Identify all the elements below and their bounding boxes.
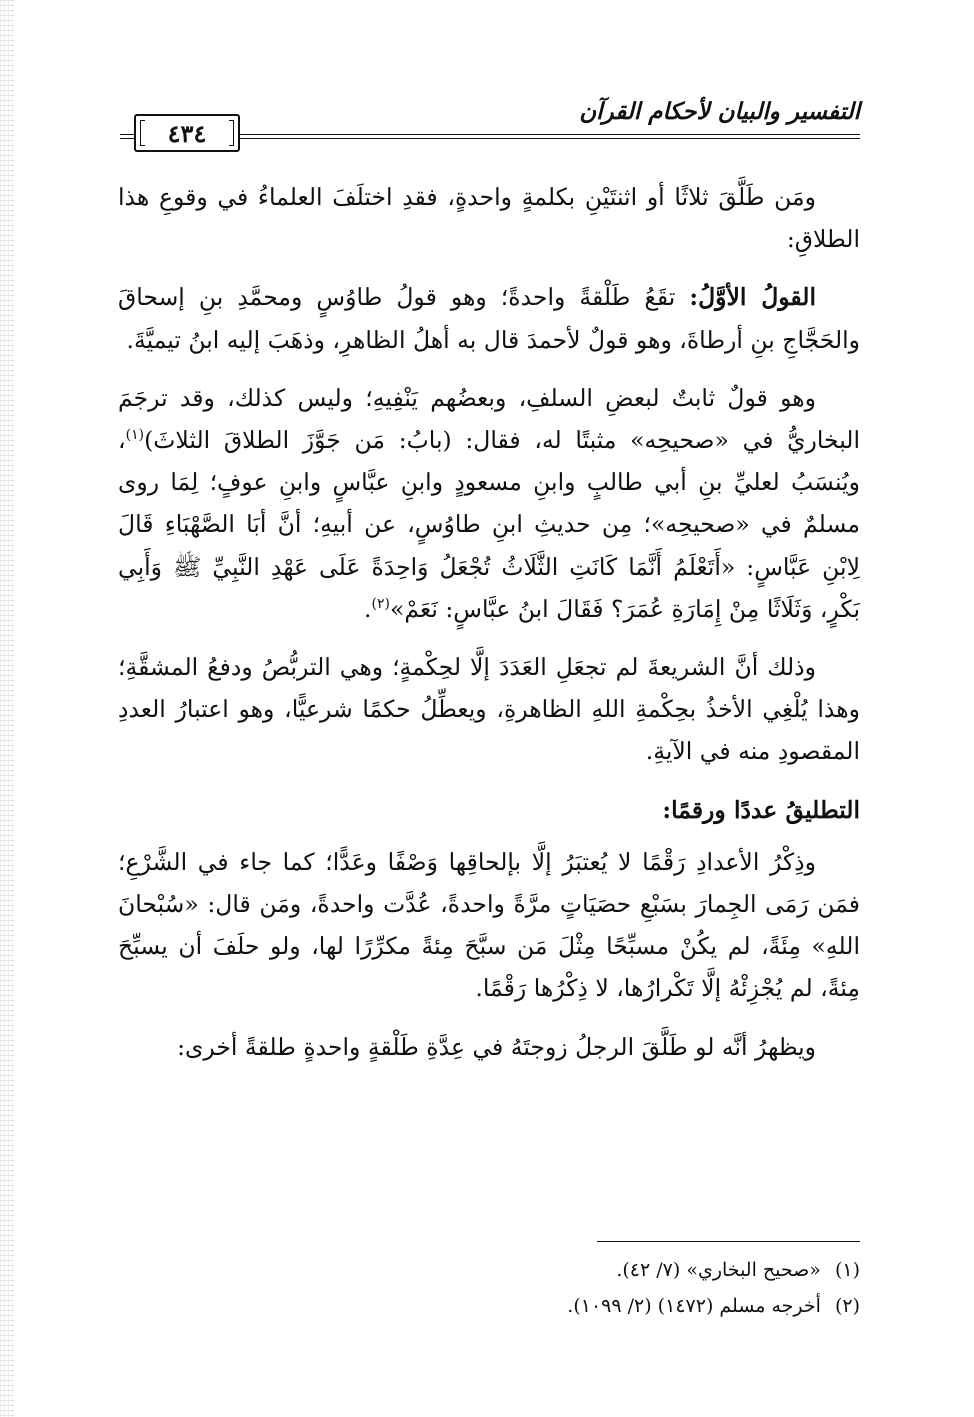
- footnote-1: [118, 1252, 860, 1288]
- paragraph-3-part-a: وهو قولٌ ثابتٌ لبعضِ السلفِ، وبعضُهم يَنْفِيهِ؛ وليس كذلك، وقد ترجَمَ البخاريُّ في «صحيحِه» مثبتًا له، فقال: (بابُ: مَن جَوَّزَ الطلاقَ الثلاثَ): [118, 383, 860, 455]
- paragraph-5: وذِكْرُ الأعدادِ رَقْمًا لا يُعتبَرُ إلَّا بإلحاقِها وَصْفًا وعَدًّا؛ كما جاء في الشَّرْعِ؛ فمَن رَمَى الجِمارَ بسَبْعِ حصَيَاتٍ مرَّةً واحدةً، عُدَّت واحدةً، ومَن قال: «سُبْحانَ اللهِ» مِئَةً، لم يكُنْ مسبِّحًا مِثْلَ مَن سبَّحَ مِئةً مكرِّرًا لها، ولو حلَفَ أن يسبِّحَ مِئةً، لم يُجْزِئْهُ إلَّا تَكْرارُها، لا ذِكْرُها رَقْمًا.: [118, 847, 860, 1003]
- paragraph-3-part-b: ، ويُنسَبُ لعليِّ بنِ أبي طالبٍ وابنِ مسعودٍ وابنِ عبَّاسٍ وابنِ عوفٍ؛ لِمَا روى مسلمٌ في «صحيحِه»؛ مِن حديثِ ابنِ طاوُسٍ، عن أبيهِ؛ أنَّ أبَا الصَّهْبَاءِ قَالَ لِابْنِ عَبَّاسٍ: «أَتَعْلَمُ أَنَّمَا كَانَتِ الثَّلَاثُ تُجْعَلُ وَاحِدَةً عَلَى عَهْدِ النَّبِيِّ ﷺ وَأَبِي بَكْرٍ، وَثَلَاثًا مِنْ إِمَارَةِ عُمَرَ؟ فَقَالَ ابنُ عبَّاسٍ: نَعَمْ»: [118, 426, 860, 623]
- footnote-2-text: أخرجه مسلم (١٤٧٢) (٢/ ١٠٩٩).: [567, 1295, 821, 1317]
- paragraph-2: [118, 276, 860, 360]
- main-text: [118, 176, 860, 1084]
- footnote-1-text: «صحيح البخاري» (٧/ ٤٢).: [616, 1259, 821, 1281]
- page-number: ٤٣٤: [167, 118, 207, 148]
- footnote-ref-2: (٢): [371, 596, 390, 612]
- section-heading: التطليقُ عددًا ورقمًا:: [662, 795, 860, 824]
- running-title: التفسير والبيان لأحكام القرآن: [579, 98, 860, 125]
- paragraph-3-part-c: .: [364, 594, 372, 623]
- paragraph-4: وذلك أنَّ الشريعةَ لم تجعَلِ العَدَدَ إلَّا لحِكْمةٍ؛ وهي التربُّصُ ودفعُ المشقَّةِ؛ وهذا يُلْغِي الأخذُ بحِكْمةِ اللهِ الظاهرةِ، ويعطِّلُ حكمًا شرعيًّا، وهو اعتبارُ العددِ المقصودِ منه في الآيةِ.: [118, 653, 860, 766]
- paragraph-6: ويظهرُ أنَّه لو طَلَّقَ الرجلُ زوجتَهُ في عِدَّةِ طَلْقةٍ واحدةٍ طلقةً أخرى:: [177, 1032, 816, 1061]
- footnote-ref-1: (١): [125, 427, 145, 444]
- footnote-2: [118, 1288, 860, 1324]
- page-number-frame: [134, 114, 240, 152]
- page-header: [120, 92, 860, 158]
- footnotes: [118, 1252, 860, 1324]
- paragraph-1: ومَن طَلَّقَ ثلاثًا أو اثنتَيْنِ بكلمةٍ واحدةٍ، فقدِ اختلَفَ العلماءُ في وقوعِ هذا الطلاقِ:: [118, 183, 860, 254]
- footnote-separator: [597, 1241, 860, 1242]
- footnote-1-mark: (١): [834, 1259, 860, 1281]
- footnote-2-mark: (٢): [834, 1295, 860, 1317]
- paragraph-2-text: تقَعُ طَلْقةً واحدةً؛ وهو قولُ طاوُسٍ ومحمَّدِ بنِ إسحاقَ والحَجَّاجِ بنِ أرطاةَ، وهو قولٌ لأحمدَ قال به أهلُ الظاهرِ، وذهَبَ إليه ابنُ تيميَّةَ.: [118, 283, 860, 354]
- scan-edge-artifact: [0, 0, 14, 1417]
- first-opinion-label: القولُ الأوَّلُ:: [689, 283, 816, 312]
- paragraph-3: [118, 377, 860, 630]
